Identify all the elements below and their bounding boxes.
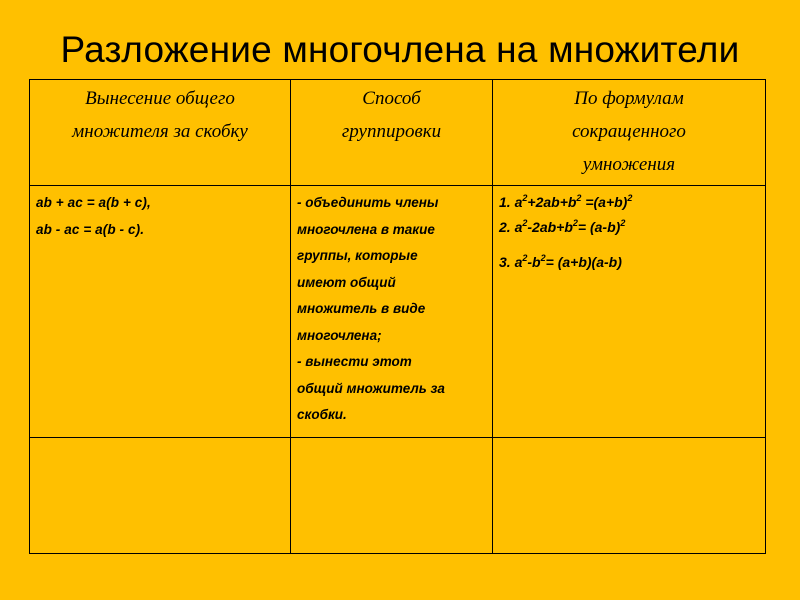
header-row [30, 80, 766, 186]
text-line: множитель в виде [297, 301, 426, 316]
header-line: сокращенного [572, 121, 686, 142]
text-line: многочлена; [297, 327, 382, 343]
formula-number: 1. [499, 194, 511, 210]
content-row [30, 186, 766, 438]
empty-cell [30, 438, 291, 554]
exponent: 2 [522, 253, 528, 263]
formula-part: = (a+b)(a-b) [545, 254, 622, 270]
cell-formulas [493, 186, 766, 438]
text-line: - объединить члены [297, 195, 439, 210]
formula-part: +2ab+b [527, 194, 577, 210]
header-line: группировки [341, 121, 442, 142]
cell-grouping [291, 186, 493, 438]
cell-common-factor [30, 186, 291, 438]
exponent: 2 [522, 218, 528, 228]
page-title: Разложение многочлена на множители [60, 29, 740, 70]
formula-line: ab + ac = a(b + c), [36, 195, 151, 210]
text-line: общий множитель за [297, 380, 445, 396]
text-line: скобки. [297, 407, 347, 422]
header-line: Способ [362, 88, 421, 109]
exponent: 2 [540, 253, 546, 263]
text-line: имеют общий [297, 274, 396, 290]
header-cell-grouping [291, 80, 493, 186]
formula-part: =(a+b) [581, 194, 628, 210]
empty-row [30, 438, 766, 554]
header-line: По формулам [574, 88, 684, 109]
formula-part: -b [527, 254, 541, 270]
formula-part: a [514, 194, 523, 210]
formula-square-of-difference [499, 215, 761, 240]
empty-cell [291, 438, 493, 554]
formula-square-of-sum [499, 190, 761, 215]
header-cell-formulas [493, 80, 766, 186]
text-line: группы, которые [297, 248, 418, 263]
formula-difference-of-squares [499, 250, 761, 275]
header-line: множителя за скобку [72, 121, 248, 142]
formula-part: -2ab+b [527, 219, 573, 235]
factorization-table [29, 79, 766, 554]
formula-part: a [514, 254, 523, 270]
text-line: - вынести этот [297, 354, 412, 369]
formula-part: = (a-b) [577, 219, 621, 235]
header-line: Вынесение общего [85, 88, 235, 109]
header-cell-common-factor [30, 80, 291, 186]
empty-cell [493, 438, 766, 554]
text-line: многочлена в такие [297, 221, 435, 237]
exponent: 2 [522, 193, 528, 203]
header-line: умножения [582, 154, 676, 175]
exponent: 2 [620, 218, 626, 228]
formula-line: ab - ac = a(b - c). [36, 221, 145, 237]
formula-number: 2. [499, 219, 511, 235]
exponent: 2 [572, 218, 578, 228]
formula-number: 3. [499, 254, 511, 270]
exponent: 2 [576, 193, 582, 203]
formula-part: a [514, 219, 523, 235]
exponent: 2 [627, 193, 633, 203]
